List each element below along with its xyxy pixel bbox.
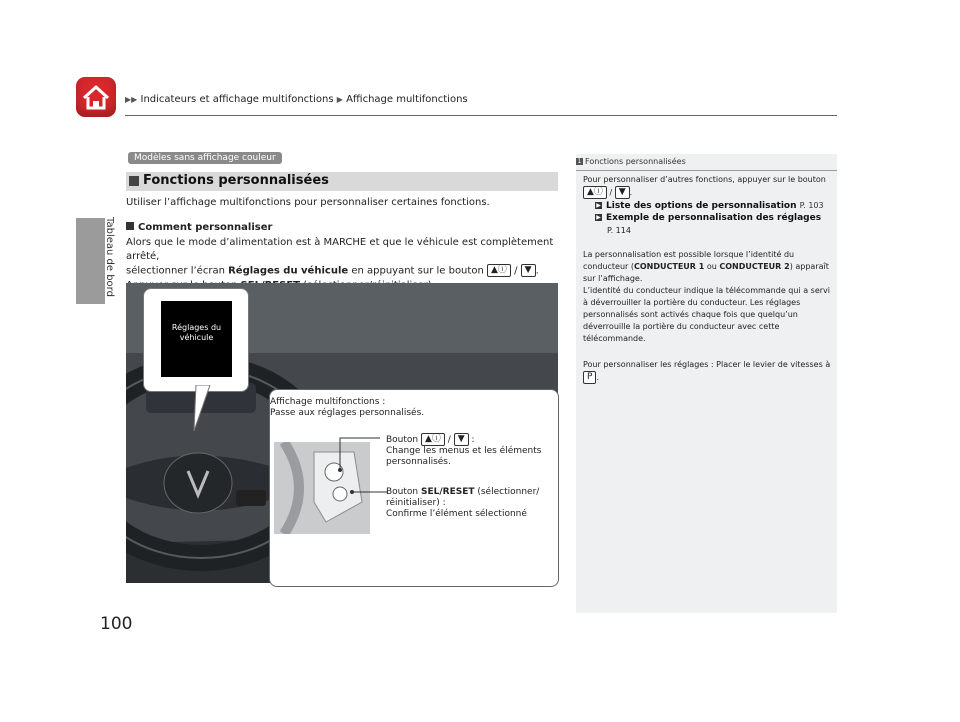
sidebar-p4 [583, 359, 835, 384]
screen-text-2: véhicule [179, 333, 214, 342]
sidebar-p2d: ou [704, 262, 720, 271]
ref-link-example[interactable] [595, 213, 821, 223]
breadcrumb-arrow-icon: ▶ [336, 95, 343, 104]
sidebar-heading-text: Fonctions personnalisées [585, 157, 686, 166]
sidebar-p2g: sur l’affichage. [583, 274, 643, 283]
callout-1a: Affichage multifonctions : [270, 397, 386, 407]
sidebar-p4-end: . [596, 373, 599, 382]
sidebar-p2 [583, 249, 835, 345]
callout-2b: / [447, 435, 451, 445]
section-title-bar [126, 172, 558, 191]
para-line-2a: sélectionner l’écran [126, 265, 229, 277]
callout-2e: personnalisés. [386, 457, 451, 467]
park-key-icon: P [583, 371, 596, 384]
callout-2c: : [471, 435, 475, 445]
square-bullet-icon [126, 222, 134, 230]
slash: / [514, 265, 518, 277]
breadcrumb-arrow-icon: ▶▶ [125, 95, 138, 104]
up-info-button-icon: ▲ⓘ [487, 264, 511, 277]
sidebar-p2f: ) apparaît [789, 262, 829, 271]
sidebar-p2a: La personnalisation est possible lorsque l’identité du [583, 250, 795, 259]
sidebar-p3d: déverrouille la portière du conducteur avec cette [583, 322, 780, 331]
sidebar-heading [576, 157, 686, 166]
sidebar-p3e: télécommande. [583, 334, 646, 343]
callout-leader-lines [310, 430, 390, 500]
sidebar-divider [576, 170, 837, 171]
cross-reference-icon: ▶ [596, 202, 601, 209]
display-screen [161, 301, 232, 377]
callout-3c: (sélectionner/ [474, 487, 540, 497]
sidebar-p1 [583, 174, 833, 199]
callout-1b: Passe aux réglages personnalisés. [270, 408, 425, 418]
ref-link-options-page: P. 103 [799, 201, 824, 210]
up-info-button-icon: ▲ⓘ [421, 433, 445, 446]
home-button[interactable] [76, 77, 116, 117]
ref-link-example-text: Exemple de personnalisation des réglages [606, 213, 822, 223]
sidebar-p3c: personnalisés sont activés chaque fois que quelqu’un [583, 310, 798, 319]
intro-text: Utiliser l’affichage multifonctions pour personnaliser certaines fonctions. [126, 197, 490, 208]
subheading [126, 222, 272, 233]
down-button-icon: ▼ [615, 186, 630, 199]
callout-3b: SEL/RESET [421, 487, 475, 497]
ref-link-example-page: P. 114 [607, 226, 631, 235]
sidebar-p1-text: Pour personnaliser d’autres fonctions, appuyer sur le bouton [583, 175, 826, 184]
ref-link-options-text: Liste des options de personnalisation [606, 201, 797, 211]
breadcrumb [125, 94, 468, 105]
page-number: 100 [100, 614, 133, 634]
callout-2d: Change les menus et les éléments [386, 446, 542, 456]
multi-info-display-inset [143, 288, 249, 392]
period: . [535, 265, 539, 277]
ref-link-options[interactable] [595, 201, 824, 211]
up-info-button-icon: ▲ⓘ [583, 186, 607, 199]
home-icon [76, 77, 116, 117]
callout-2a: Bouton [386, 435, 419, 445]
sidebar-p2b: conducteur ( [583, 262, 634, 271]
sidebar-p4-text: Pour personnaliser les réglages : Placer le levier de vitesses à [583, 360, 831, 369]
callout-pointer [190, 385, 230, 435]
sidebar-p3a: L’identité du conducteur indique la télécommande qui a servi [583, 286, 830, 295]
side-tab-label: Tableau de bord [104, 217, 115, 297]
breadcrumb-item-1[interactable]: Indicateurs et affichage multifonctions [140, 94, 334, 105]
sidebar-p1-slash: / [609, 188, 613, 197]
sidebar-p3b: à déverrouiller la portière du conducteur. Les réglages [583, 298, 801, 307]
controls-callout [269, 389, 559, 587]
subheading-text: Comment personnaliser [138, 222, 273, 233]
section-tag: Modèles sans affichage couleur [128, 152, 282, 164]
para-line-2b: Réglages du véhicule [228, 265, 349, 277]
breadcrumb-item-2[interactable]: Affichage multifonctions [346, 94, 468, 105]
square-bullet-icon [129, 176, 139, 186]
cross-reference-icon: ▶ [596, 214, 601, 221]
para-line-1: Alors que le mode d’alimentation est à MARCHE et que le véhicule est complètement arrêté, [126, 237, 554, 262]
sidebar-p2e: CONDUCTEUR 2 [719, 262, 790, 271]
screen-text-1: Réglages du [171, 323, 222, 332]
section-title: Fonctions personnalisées [143, 173, 329, 188]
sidebar-p1-period: . [629, 188, 633, 197]
callout-3e: Confirme l’élément sélectionné [386, 509, 527, 519]
callout-3a: Bouton [386, 487, 421, 497]
sidebar-p2c: CONDUCTEUR 1 [634, 262, 705, 271]
callout-3d: réinitialiser) : [386, 498, 446, 508]
down-button-icon: ▼ [521, 264, 536, 277]
para-line-2c: en appuyant sur le bouton [348, 265, 484, 277]
down-button-icon: ▼ [454, 433, 469, 446]
header-divider [125, 115, 837, 116]
note-marker-icon: 1 [577, 158, 582, 165]
